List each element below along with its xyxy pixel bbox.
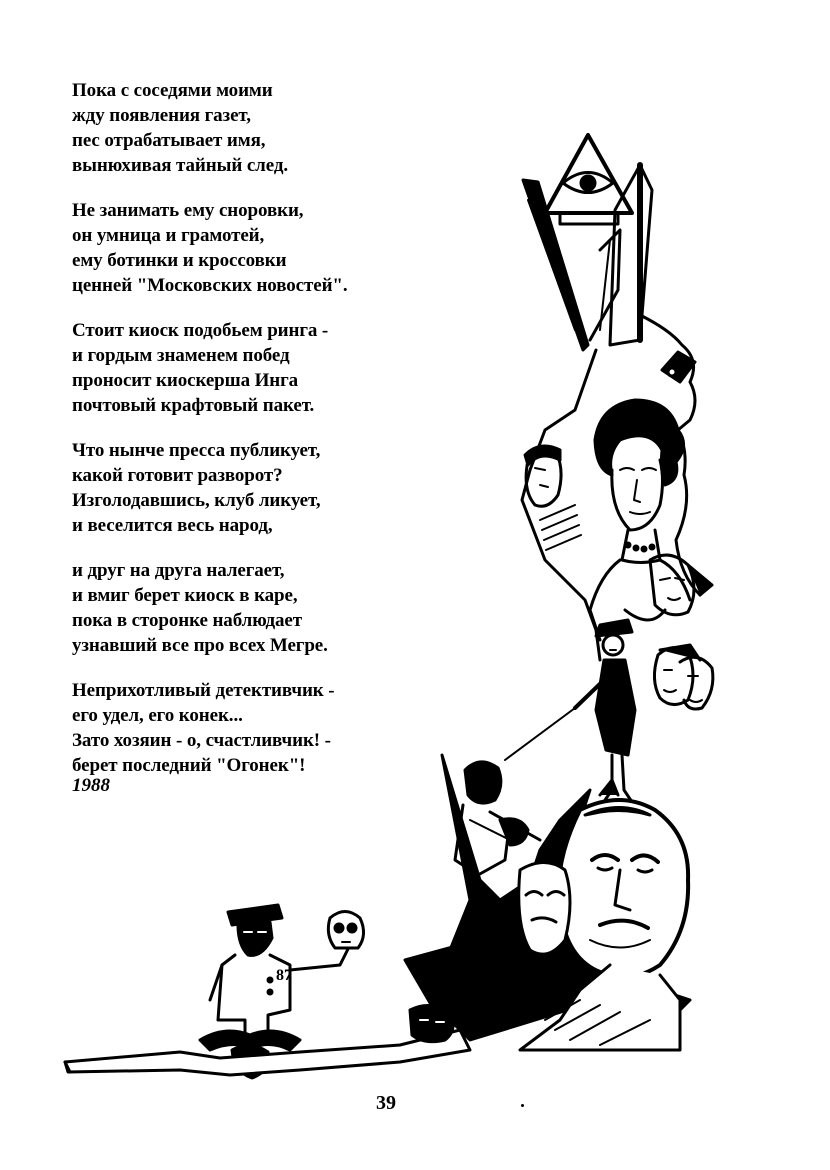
woman-portrait xyxy=(590,400,690,640)
poem-line: и гордым знаменем побед xyxy=(72,345,290,366)
stanza-6 xyxy=(72,678,432,778)
poem-line: ему ботинки и кроссовки xyxy=(72,250,287,271)
eye-pyramid-icon xyxy=(545,135,632,224)
poem-line: пока в сторонке наблюдает xyxy=(72,610,302,631)
poem-line: какой готовит разворот? xyxy=(72,465,283,486)
poem xyxy=(72,78,432,798)
poem-line: и веселится весь народ, xyxy=(72,515,273,536)
poem-line: узнавший все про всех Мегре. xyxy=(72,635,328,656)
stanza-3 xyxy=(72,318,432,418)
large-face-bust xyxy=(520,780,688,1050)
poem-line: жду появления газет, xyxy=(72,105,251,126)
poem-line: Зато хозяин - о, счастливчик! - xyxy=(72,730,331,751)
poem-line: проносит киоскерша Инга xyxy=(72,370,299,391)
page-number: 39 xyxy=(376,1092,396,1114)
poem-line: Пока с соседями моими xyxy=(72,80,273,101)
poem-line: вынюхивая тайный след. xyxy=(72,155,288,176)
ink-speck xyxy=(521,1104,524,1107)
poem-line: ценней "Московских новостей". xyxy=(72,275,348,296)
stanza-4 xyxy=(72,438,432,538)
flag-shards xyxy=(523,165,652,350)
lying-figure xyxy=(65,1005,470,1075)
stanza-1 xyxy=(72,78,432,178)
skull-icon xyxy=(328,912,363,949)
stanza-5 xyxy=(72,558,432,658)
poem-line: и вмиг берет киоск в каре, xyxy=(72,585,298,606)
poem-line: Не занимать ему сноровки, xyxy=(72,200,304,221)
poem-line: Неприхотливый детективчик - xyxy=(72,680,335,701)
jester-figure xyxy=(200,1031,300,1078)
poem-line: он умница и грамотей, xyxy=(72,225,265,246)
black-cloak-mass xyxy=(405,755,690,1040)
uniform-number: 87 xyxy=(276,967,292,984)
violinist xyxy=(455,762,540,905)
weeping-mask xyxy=(519,863,570,955)
man-with-cane xyxy=(505,620,635,802)
poem-year: 1988 xyxy=(72,775,110,796)
poem-line: берет последний "Огонек"! xyxy=(72,755,306,776)
small-faces-right xyxy=(625,555,713,709)
poem-line: Изголодавшись, клуб ликует, xyxy=(72,490,321,511)
poem-line: Стоит киоск подобьем ринга - xyxy=(72,320,329,341)
poem-line: Что нынче пресса публикует, xyxy=(72,440,321,461)
stanza-2 xyxy=(72,198,432,298)
poem-line: пес отрабатывает имя, xyxy=(72,130,266,151)
side-face-left xyxy=(525,446,581,550)
poem-line: почтовый крафтовый пакет. xyxy=(72,395,315,416)
policeman-figure xyxy=(210,905,350,1040)
poem-line: и друг на друга налегает, xyxy=(72,560,285,581)
poem-line: его удел, его конек... xyxy=(72,705,243,726)
jagged-column-outline xyxy=(522,315,700,660)
